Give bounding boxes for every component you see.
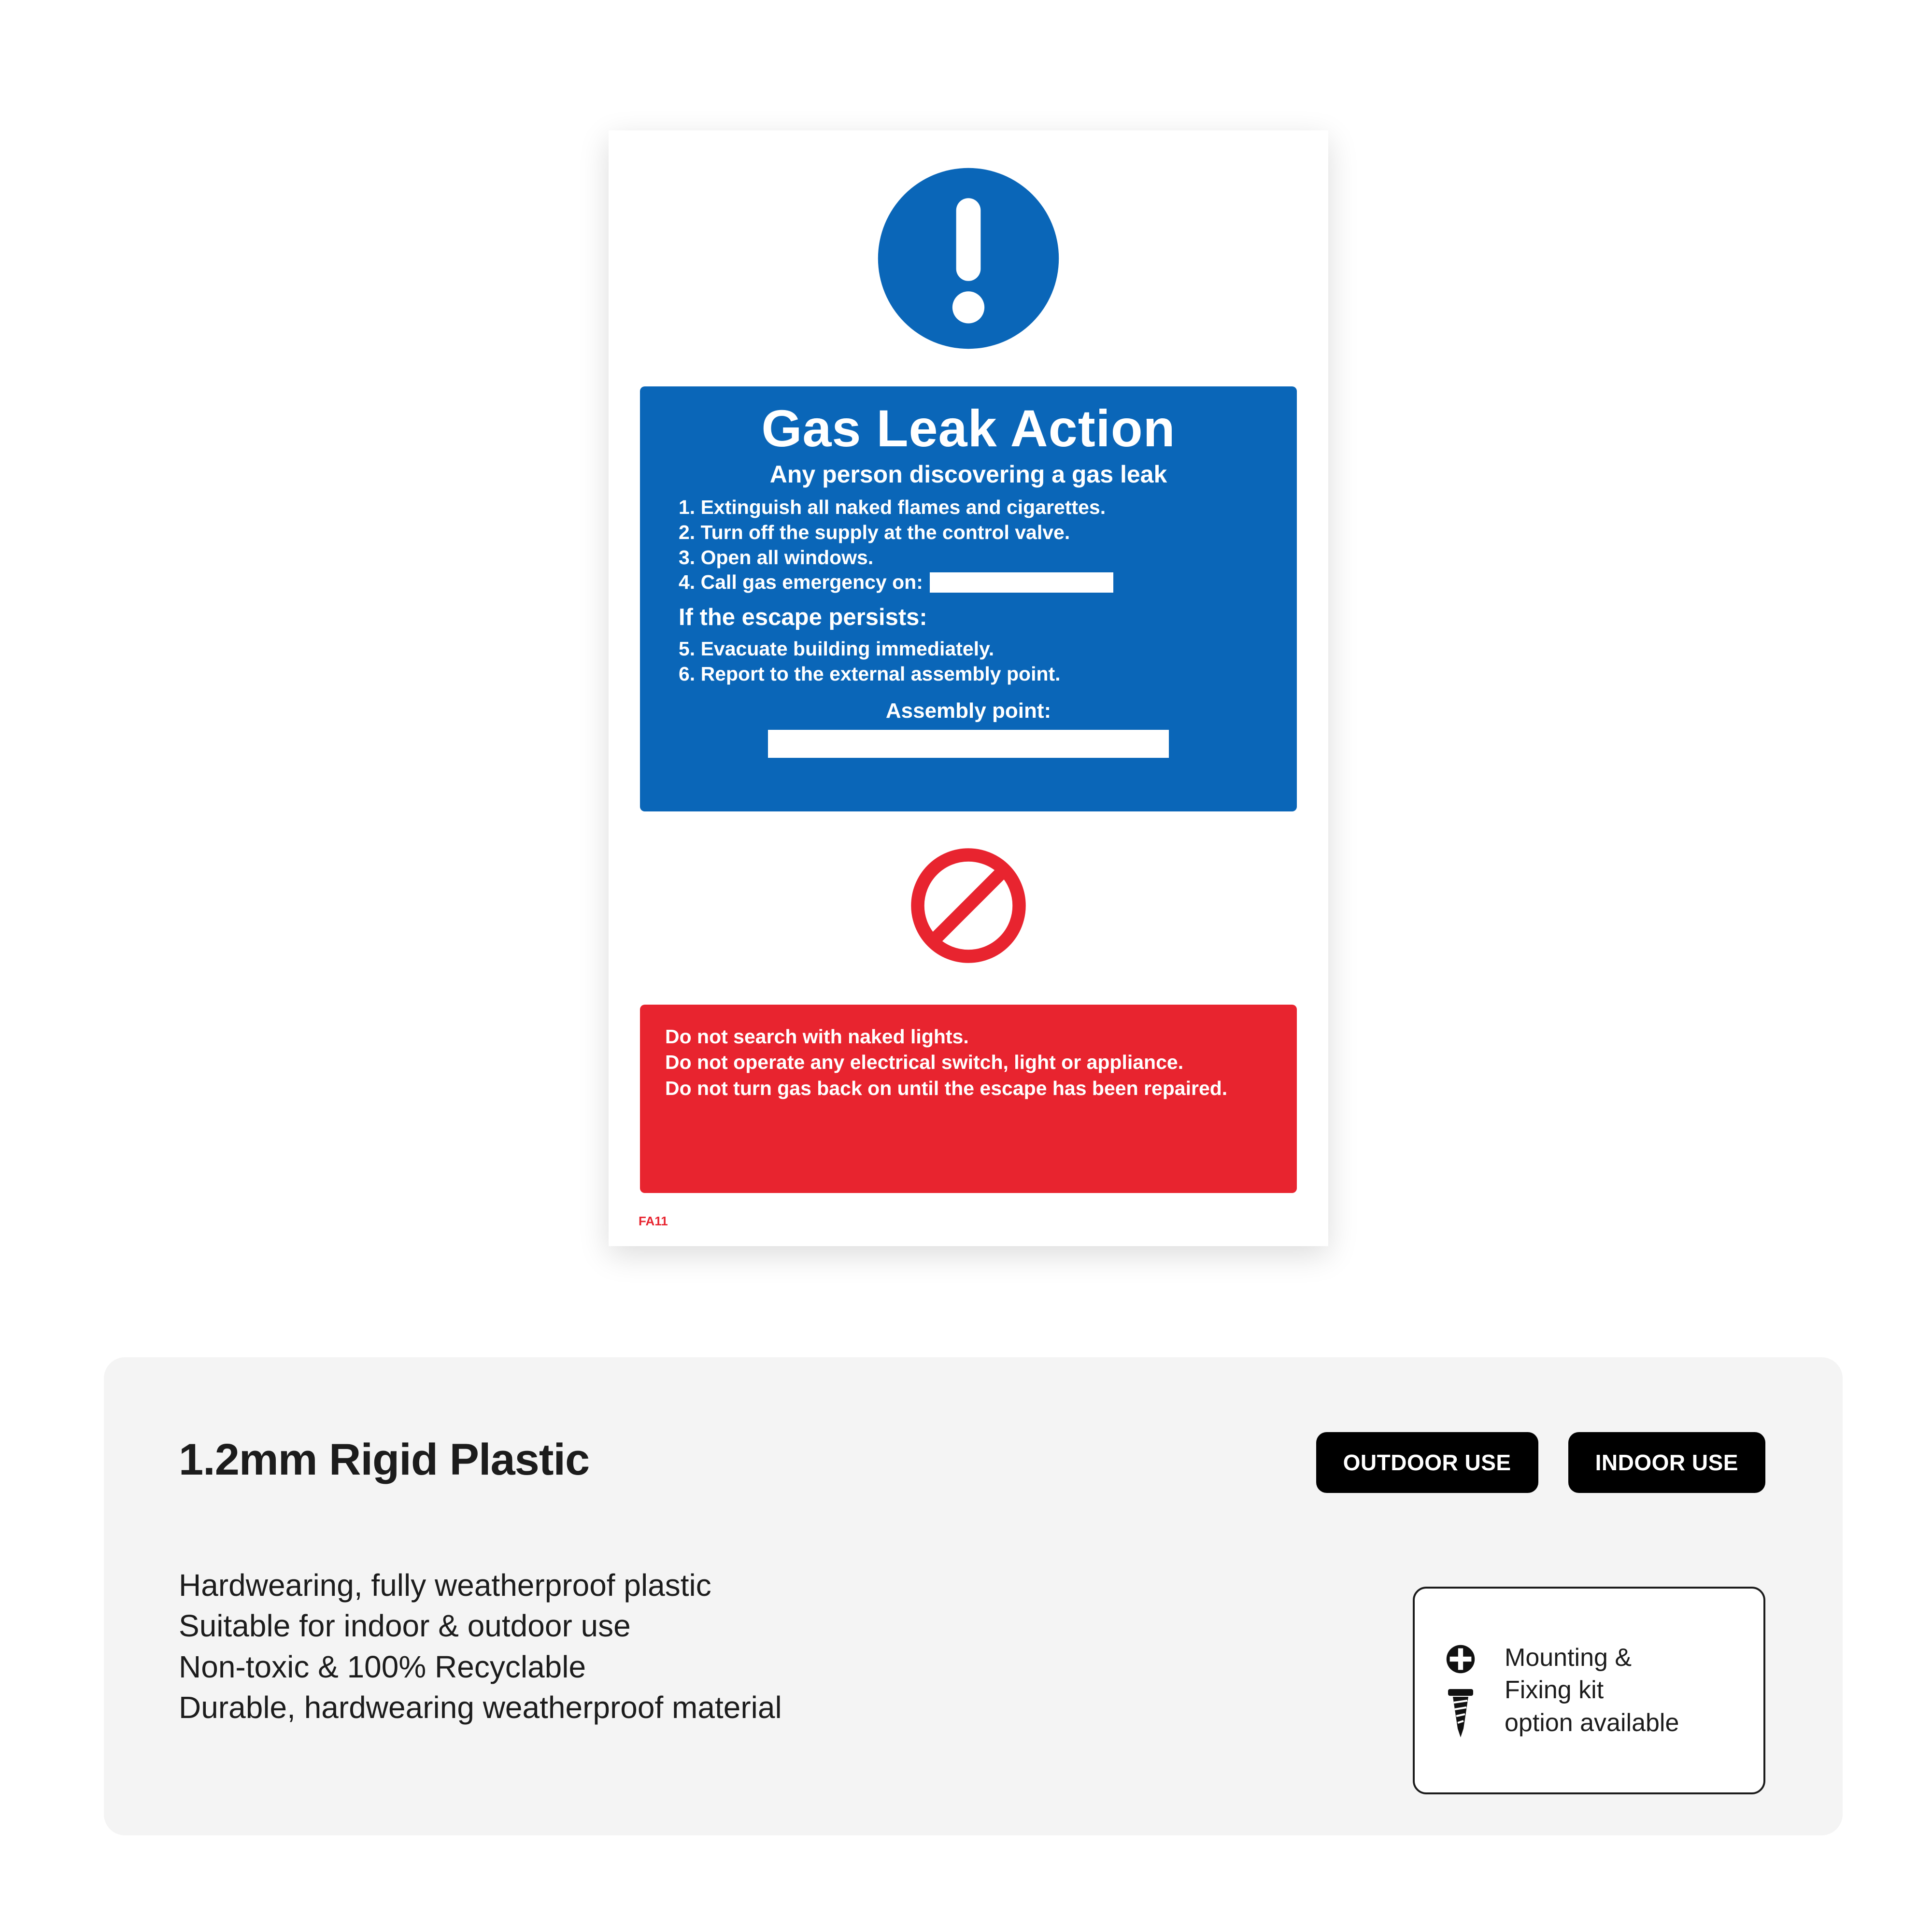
screw-head-icon [1440,1638,1481,1682]
sign-subtitle: Any person discovering a gas leak [769,461,1167,488]
badge-outdoor-use: OUTDOOR USE [1316,1432,1538,1493]
prohibition-line-3: Do not turn gas back on until the escape has been repaired. [665,1077,1228,1099]
material-title: 1.2mm Rigid Plastic [179,1435,590,1484]
material-feature-list [179,1565,782,1728]
material-info-card [104,1357,1843,1835]
badge-indoor-use: INDOOR USE [1568,1432,1765,1493]
screw-icon [1446,1687,1475,1743]
step-3: 3. Open all windows. [679,546,874,568]
fixing-kit-icons [1434,1638,1487,1743]
fixing-kit-line-2: Fixing kit [1505,1676,1604,1705]
gas-emergency-number-field[interactable] [930,572,1113,593]
prohibition-line-1: Do not search with naked lights. [665,1025,969,1048]
step-4 [659,570,1278,595]
no-entry-prohibition-icon [908,845,1029,966]
feature-item: Non-toxic & 100% Recyclable [179,1649,586,1684]
use-badge-group [1316,1432,1765,1493]
assembly-point-field[interactable] [768,730,1169,758]
feature-item: Durable, hardwearing weatherproof material [179,1690,782,1725]
fixing-kit-text [1505,1642,1679,1740]
safety-sign-card [609,130,1328,1246]
feature-item: Hardwearing, fully weatherproof plastic [179,1568,711,1603]
sign-product-code: FA11 [639,1214,668,1228]
exclamation-circle-icon [874,164,1063,353]
prohibition-line-2: Do not operate any electrical switch, light or appliance. [665,1051,1184,1074]
step-6: 6. Report to the external assembly point. [679,662,1061,685]
fixing-kit-line-3: option available [1505,1708,1679,1737]
step-5: 5. Evacuate building immediately. [679,638,994,660]
assembly-point-label: Assembly point: [885,699,1051,723]
gas-leak-action-panel [640,386,1297,811]
step-1: 1. Extinguish all naked flames and cigarettes. [679,496,1106,519]
prohibition-panel [640,1005,1297,1193]
feature-item: Suitable for indoor & outdoor use [179,1608,631,1644]
escape-persists-heading: If the escape persists: [679,604,927,631]
fixing-kit-box [1413,1587,1765,1794]
fixing-kit-line-1: Mounting & [1505,1643,1632,1672]
step-4-label: 4. Call gas emergency on: [679,571,923,594]
sign-title: Gas Leak Action [761,399,1176,457]
step-2: 2. Turn off the supply at the control valve. [679,521,1070,544]
